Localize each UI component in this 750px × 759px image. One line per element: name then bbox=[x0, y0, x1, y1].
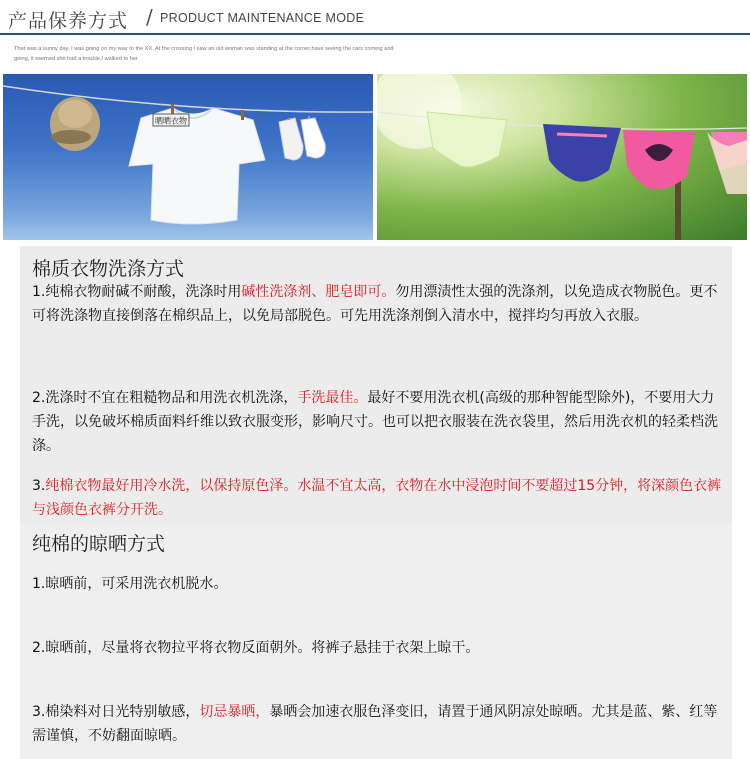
header-title-en: PRODUCT MAINTENANCE MODE bbox=[160, 11, 365, 25]
underwear-line-illustration bbox=[377, 74, 747, 240]
drying-paragraph-1: 1.晾晒前，可采用洗衣机脱水。 bbox=[32, 576, 228, 592]
clothesline-illustration bbox=[3, 74, 373, 240]
washing-section bbox=[20, 246, 732, 523]
highlight-text: 纯棉衣物最好用冷水洗，以保持原色泽。水温不宜太高，衣物在水中浸泡时间不要超过15分钟，将深颜色衣裤与浅颜色衣裤分开洗。 bbox=[32, 478, 722, 518]
drying-paragraph-2: 2.晾晒前，尽量将衣物拉平将衣物反面朝外。将裤子悬挂于衣架上晾干。 bbox=[32, 640, 480, 656]
washing-paragraph-3: 3.纯棉衣物最好用冷水洗，以保持原色泽。水温不宜太高，衣物在水中浸泡时间不要超过15分钟，将深颜色衣裤与浅颜色衣裤分开洗。 bbox=[32, 478, 722, 518]
white-shirt-icon bbox=[129, 108, 265, 224]
drying-title: 纯棉的晾晒方式 bbox=[32, 533, 166, 555]
header-rule bbox=[0, 33, 750, 35]
drying-paragraph-3: 3.棉染料对日光特别敏感，切忌暴晒，暴晒会加速衣服色泽变旧，请置于通风阴凉处晾晒。尤其是蓝、紫、红等需谨慎，不妨翻面晾晒。 bbox=[32, 704, 718, 744]
laundry-photo-garden bbox=[377, 74, 747, 240]
header-separator: / bbox=[146, 5, 153, 29]
straw-hat-icon bbox=[50, 97, 100, 151]
shirt-tag-label: 晒晒衣物 bbox=[155, 116, 187, 126]
sneakers-icon bbox=[279, 116, 325, 160]
washing-paragraph-1: 1.纯棉衣物耐碱不耐酸，洗涤时用碱性洗涤剂、肥皂即可。勿用漂渍性太强的洗涤剂，以免造成衣物脱色。更不可将洗涤物直接倒落在棉织品上，以免局部脱色。可先用洗涤剂倒入清水中，搅拌均匀再放入衣服。 bbox=[32, 284, 718, 324]
pink-underwear-icon bbox=[623, 130, 695, 190]
laundry-photo-sky bbox=[3, 74, 373, 240]
header-title-cn: 产品保养方式 bbox=[8, 10, 129, 32]
green-underwear-icon bbox=[427, 112, 507, 167]
drying-section bbox=[20, 523, 732, 759]
washing-title: 棉质衣物洗涤方式 bbox=[32, 258, 185, 280]
highlight-text: 碱性洗涤剂、肥皂即可。 bbox=[241, 284, 396, 300]
washing-paragraph-2: 2.洗涤时不宜在粗糙物品和用洗衣机洗涤，手洗最佳。最好不要用洗衣机(高级的那种智能型除外)，不要用大力手洗，以免破坏棉质面料纤维以致衣服变形，影响尺寸。也可以把衣服装在洗衣袋里，然后用洗衣机的轻柔档洗涤。 bbox=[32, 390, 718, 454]
highlight-text: 切忌暴晒， bbox=[199, 704, 270, 720]
highlight-text: 手洗最佳。 bbox=[297, 390, 368, 406]
blue-underwear-icon bbox=[543, 124, 621, 182]
intro-text: That was a sunny day, I was going on my way to the XX. At the crossing I saw an old woman was standing at the corner,have seeing the cars coming and going, it seemed she had a trouble,I walked to her bbox=[14, 46, 394, 62]
